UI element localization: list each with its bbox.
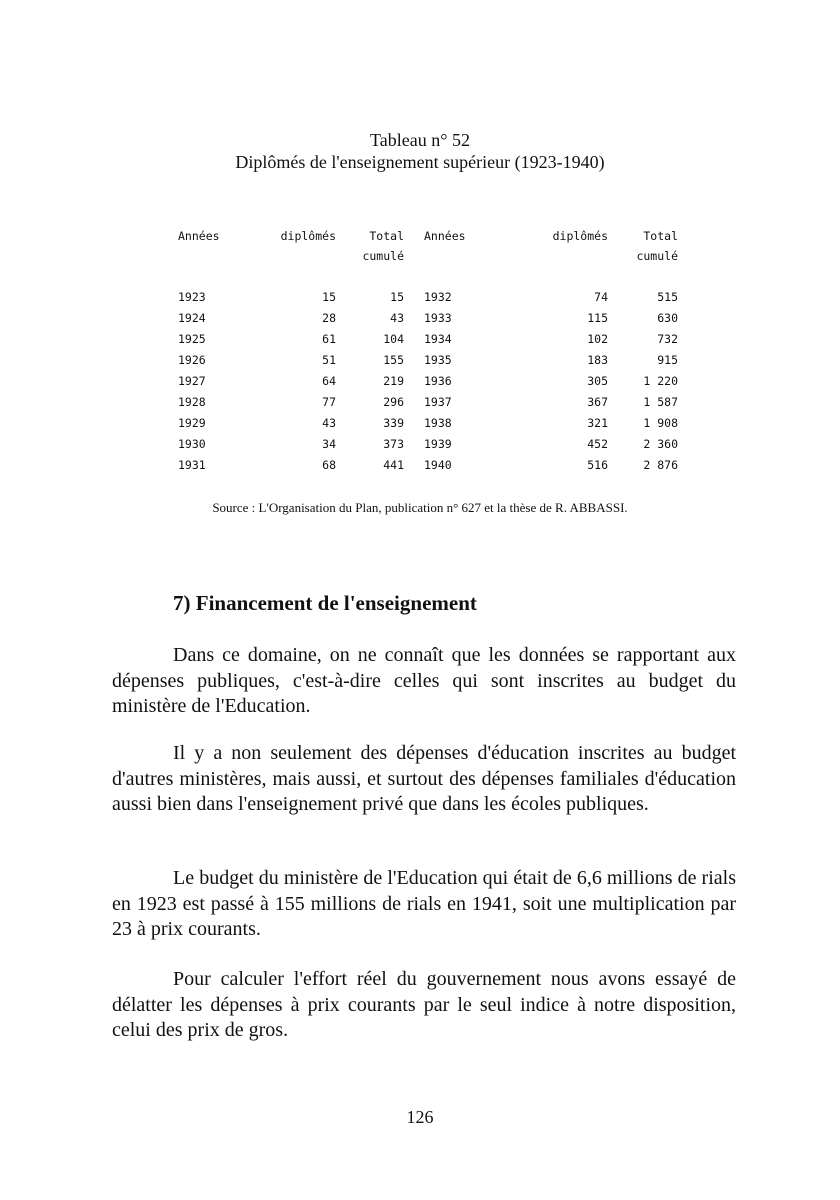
paragraph xyxy=(112,866,736,943)
table-row xyxy=(166,392,686,413)
cell-diplomes-left: 28 xyxy=(322,311,336,325)
cell-total-left: 219 xyxy=(383,374,404,388)
cell-year-right: 1934 xyxy=(424,332,452,346)
header-diplomes-right: diplômés xyxy=(552,229,608,243)
cell-diplomes-left: 77 xyxy=(322,395,336,409)
cell-year-left: 1929 xyxy=(178,416,206,430)
table-row xyxy=(166,413,686,434)
cell-diplomes-left: 34 xyxy=(322,437,336,451)
table-row xyxy=(166,308,686,329)
header-total-left: Total xyxy=(369,229,404,243)
paragraph-text: Il y a non seulement des dépenses d'éducation inscrites au budget d'autres ministères, mais aussi, et surtout des dépenses familiales d'éducation aussi bien dans l'enseignement privé que dans les écoles publiques. xyxy=(112,742,736,815)
table-body xyxy=(166,266,686,476)
section-heading: 7) Financement de l'enseignement xyxy=(173,591,477,615)
table-row xyxy=(166,371,686,392)
cell-diplomes-left: 68 xyxy=(322,458,336,472)
cell-total-right: 515 xyxy=(657,290,678,304)
graduates-table xyxy=(166,226,686,476)
cell-year-right: 1939 xyxy=(424,437,452,451)
paragraph xyxy=(112,741,736,818)
cell-year-left: 1931 xyxy=(178,458,206,472)
cell-total-right: 630 xyxy=(657,311,678,325)
page-number: 126 xyxy=(406,1107,434,1127)
cell-total-left: 441 xyxy=(383,458,404,472)
cell-total-right: 2 360 xyxy=(643,437,678,451)
cell-year-left: 1923 xyxy=(178,290,206,304)
table-row xyxy=(166,287,686,308)
cell-total-left: 43 xyxy=(390,311,404,325)
cell-diplomes-right: 115 xyxy=(587,311,608,325)
cell-diplomes-right: 367 xyxy=(587,395,608,409)
cell-year-right: 1932 xyxy=(424,290,452,304)
table-row xyxy=(166,329,686,350)
cell-diplomes-right: 516 xyxy=(587,458,608,472)
cell-year-right: 1936 xyxy=(424,374,452,388)
cell-diplomes-left: 64 xyxy=(322,374,336,388)
cell-year-left: 1928 xyxy=(178,395,206,409)
cell-diplomes-left: 51 xyxy=(322,353,336,367)
cell-diplomes-left: 15 xyxy=(322,290,336,304)
cell-year-right: 1935 xyxy=(424,353,452,367)
paragraph xyxy=(112,967,736,1044)
paragraph-text: Le budget du ministère de l'Education qui était de 6,6 millions de rials en 1923 est passé à 155 millions de rials en 1941, soit une multiplication par 23 à prix courants. xyxy=(112,867,736,940)
table-caption-subtitle: Diplômés de l'enseignement supérieur (1923-1940) xyxy=(235,152,605,172)
cell-year-right: 1940 xyxy=(424,458,452,472)
cell-diplomes-right: 102 xyxy=(587,332,608,346)
cell-year-left: 1924 xyxy=(178,311,206,325)
cell-diplomes-right: 74 xyxy=(594,290,608,304)
cell-diplomes-right: 183 xyxy=(587,353,608,367)
table-row xyxy=(166,350,686,371)
cell-total-right: 1 587 xyxy=(643,395,678,409)
table-source-note: Source : L'Organisation du Plan, publication n° 627 et la thèse de R. ABBASSI. xyxy=(212,500,628,515)
header-cumule-left: cumulé xyxy=(362,249,404,263)
cell-year-left: 1925 xyxy=(178,332,206,346)
paragraph-text: Pour calculer l'effort réel du gouvernement nous avons essayé de délatter les dépenses à prix courants par le seul indice à notre disposition, celui des prix de gros. xyxy=(112,968,736,1041)
cell-diplomes-right: 452 xyxy=(587,437,608,451)
table-row xyxy=(166,434,686,455)
cell-diplomes-left: 43 xyxy=(322,416,336,430)
table-row xyxy=(166,455,686,476)
paragraph-text: Dans ce domaine, on ne connaît que les données se rapportant aux dépenses publiques, c'est-à-dire celles qui sont inscrites au budget du ministère de l'Education. xyxy=(112,644,736,717)
cell-total-left: 339 xyxy=(383,416,404,430)
header-total-right: Total xyxy=(643,229,678,243)
table-header-row-2 xyxy=(166,246,686,266)
cell-year-right: 1938 xyxy=(424,416,452,430)
cell-year-left: 1930 xyxy=(178,437,206,451)
header-years-right: Années xyxy=(424,229,466,243)
cell-diplomes-right: 305 xyxy=(587,374,608,388)
cell-year-right: 1933 xyxy=(424,311,452,325)
cell-year-left: 1927 xyxy=(178,374,206,388)
cell-total-left: 296 xyxy=(383,395,404,409)
cell-total-right: 1 908 xyxy=(643,416,678,430)
cell-total-left: 15 xyxy=(390,290,404,304)
header-cumule-right: cumulé xyxy=(636,249,678,263)
cell-total-right: 915 xyxy=(657,353,678,367)
cell-total-left: 373 xyxy=(383,437,404,451)
cell-diplomes-left: 61 xyxy=(322,332,336,346)
cell-year-right: 1937 xyxy=(424,395,452,409)
cell-total-right: 732 xyxy=(657,332,678,346)
cell-diplomes-right: 321 xyxy=(587,416,608,430)
header-years-left: Années xyxy=(178,229,220,243)
cell-total-left: 155 xyxy=(383,353,404,367)
cell-total-right: 2 876 xyxy=(643,458,678,472)
cell-year-left: 1926 xyxy=(178,353,206,367)
cell-total-left: 104 xyxy=(383,332,404,346)
cell-total-right: 1 220 xyxy=(643,374,678,388)
table-header-row xyxy=(166,226,686,246)
header-diplomes-left: diplômés xyxy=(280,229,336,243)
paragraph xyxy=(112,643,736,720)
table-caption-title: Tableau n° 52 xyxy=(370,130,470,150)
